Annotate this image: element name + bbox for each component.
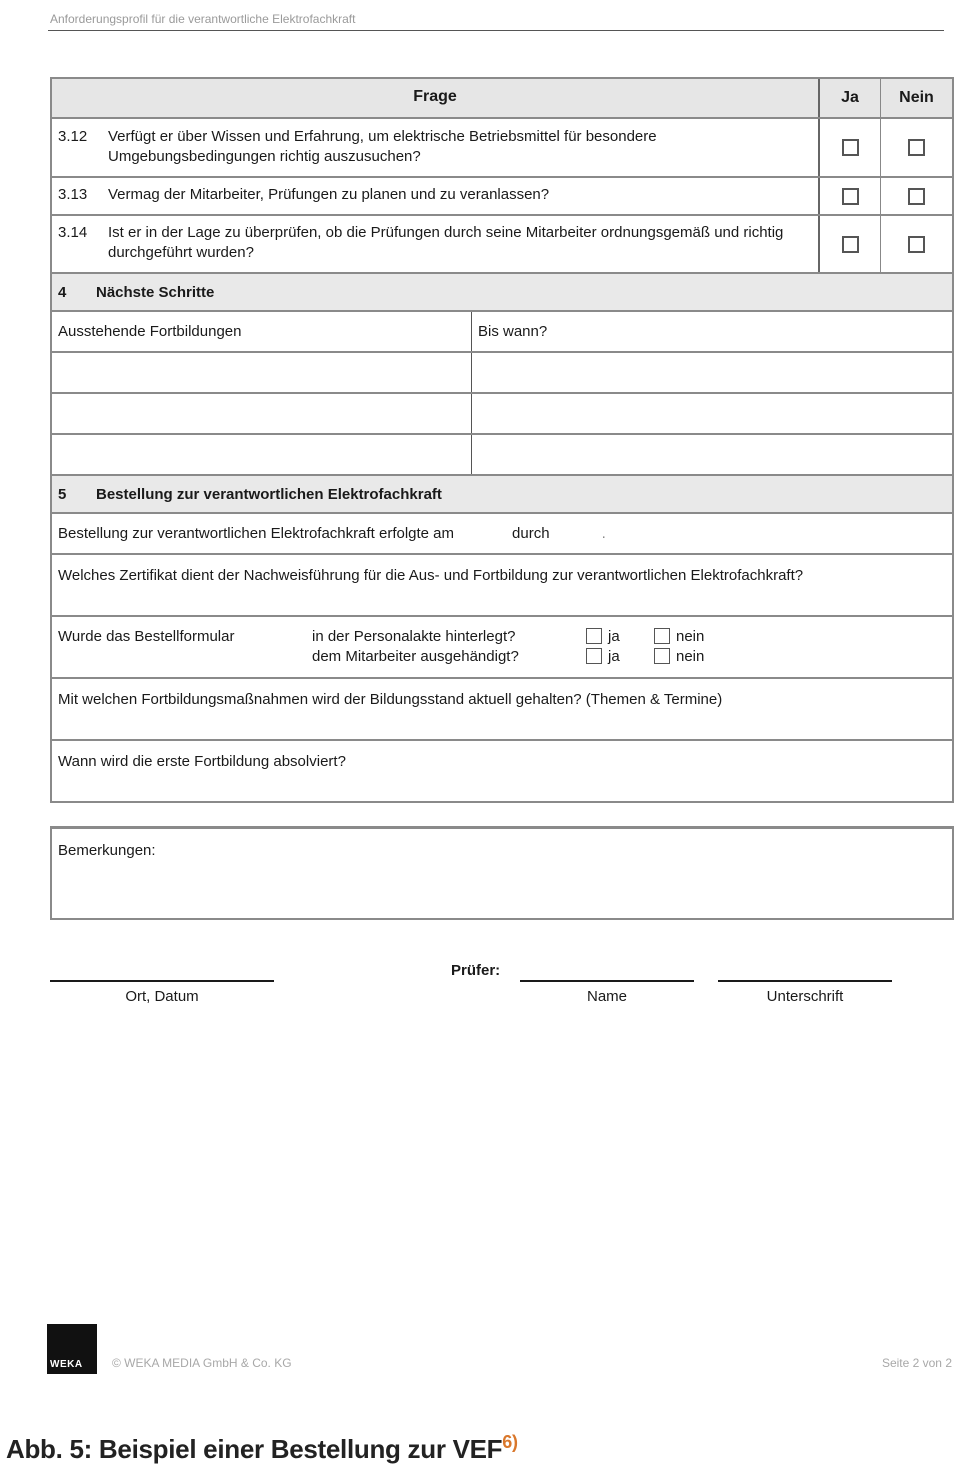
header-yes: Ja [818, 79, 880, 117]
footnote-ref[interactable]: 6) [502, 1432, 518, 1452]
training-input[interactable] [52, 435, 472, 474]
nein-label: nein [676, 648, 705, 665]
ja-label: ja [608, 648, 620, 665]
examiner-name-line[interactable] [520, 980, 694, 982]
remarks-label: Bemerkungen: [58, 842, 156, 859]
remarks-box[interactable] [50, 826, 954, 920]
question-row [52, 117, 952, 176]
training-row [52, 351, 952, 392]
place-date-label: Ort, Datum [125, 988, 199, 1005]
weka-logo: WEKA [47, 1324, 97, 1374]
ja-checkbox[interactable] [586, 648, 602, 664]
appointment-row [52, 512, 952, 553]
col-pending-trainings: Ausstehende Fortbildungen [52, 312, 472, 351]
section-4-column-headers [52, 310, 952, 351]
appointment-end: . [601, 525, 606, 542]
section-title: Nächste Schritte [96, 284, 215, 301]
order-form-option [312, 627, 704, 647]
yes-checkbox[interactable] [842, 188, 859, 205]
section-number: 4 [58, 284, 67, 301]
training-row [52, 433, 952, 474]
certificate-question: Welches Zertifikat dient der Nachweisführung für die Aus- und Fortbildung zur verantwortlichen Elektrofachkraft? [58, 567, 804, 584]
col-due-date: Bis wann? [478, 323, 548, 340]
ja-checkbox[interactable] [586, 628, 602, 644]
due-date-input[interactable] [472, 353, 952, 392]
section-5-header [52, 474, 952, 512]
nein-checkbox[interactable] [654, 648, 670, 664]
training-input[interactable] [52, 353, 472, 392]
question-text: Ist er in der Lage zu überprüfen, ob die Prüfungen durch seine Mitarbeiter ordnungsgemäß und richtig durchgeführt wurden? [108, 224, 784, 261]
training-measures-row[interactable] [52, 677, 952, 739]
yes-checkbox[interactable] [842, 236, 859, 253]
certificate-row[interactable] [52, 553, 952, 615]
copyright: © WEKA MEDIA GmbH & Co. KG [112, 1356, 292, 1370]
question-row [52, 176, 952, 214]
option-label: in der Personalakte hinterlegt? [312, 628, 516, 645]
question-table-header [52, 79, 952, 117]
training-measures-question: Mit welchen Fortbildungsmaßnahmen wird der Bildungsstand aktuell gehalten? (Themen & Termine) [58, 691, 723, 708]
examiner-name-label: Name [586, 988, 627, 1005]
training-row [52, 392, 952, 433]
examiner-signature-label: Unterschrift [766, 988, 844, 1005]
nein-label: nein [676, 628, 705, 645]
no-checkbox[interactable] [908, 236, 925, 253]
due-date-input[interactable] [472, 394, 952, 433]
due-date-input[interactable] [472, 435, 952, 474]
question-text: Vermag der Mitarbeiter, Prüfungen zu planen und zu veranlassen? [108, 186, 550, 203]
appointment-text: Bestellung zur verantwortlichen Elektrofachkraft erfolgte am [58, 525, 455, 542]
running-header: Anforderungsprofil für die verantwortliche Elektrofachkraft [48, 10, 944, 31]
header-question: Frage [413, 88, 457, 105]
first-training-question: Wann wird die erste Fortbildung absolviert? [58, 753, 346, 770]
appointment-by: durch [512, 525, 550, 542]
yes-checkbox[interactable] [842, 139, 859, 156]
ja-label: ja [608, 628, 620, 645]
order-form-option [312, 647, 704, 667]
place-date-line[interactable] [50, 980, 274, 982]
header-no: Nein [880, 79, 952, 117]
no-checkbox[interactable] [908, 188, 925, 205]
question-number: 3.13 [58, 186, 88, 203]
examiner-label: Prüfer: [451, 962, 501, 979]
question-number: 3.12 [58, 128, 88, 145]
caption-text: Abb. 5: Beispiel einer Bestellung zur VEF [6, 1434, 503, 1464]
section-title: Bestellung zur verantwortlichen Elektrofachkraft [96, 486, 442, 503]
section-4-header [52, 272, 952, 310]
question-number: 3.14 [58, 224, 88, 241]
nein-checkbox[interactable] [654, 628, 670, 644]
appointment-date-field[interactable] [454, 514, 512, 553]
no-checkbox[interactable] [908, 139, 925, 156]
question-table [50, 77, 954, 803]
question-row [52, 214, 952, 272]
figure-caption [6, 1432, 518, 1465]
section-number: 5 [58, 486, 67, 503]
examiner-signature-line[interactable] [718, 980, 892, 982]
first-training-row[interactable] [52, 739, 952, 801]
order-form-question: Wurde das Bestellformular [58, 628, 235, 645]
page-number: Seite 2 von 2 [881, 1356, 952, 1370]
training-input[interactable] [52, 394, 472, 433]
option-label: dem Mitarbeiter ausgehändigt? [312, 648, 519, 665]
order-form-row [52, 615, 952, 677]
question-text: Verfügt er über Wissen und Erfahrung, um elektrische Betriebsmittel für besondere Umgebungsbedingungen richtig auszusuchen? [108, 128, 657, 165]
appointment-by-field[interactable] [550, 514, 602, 553]
